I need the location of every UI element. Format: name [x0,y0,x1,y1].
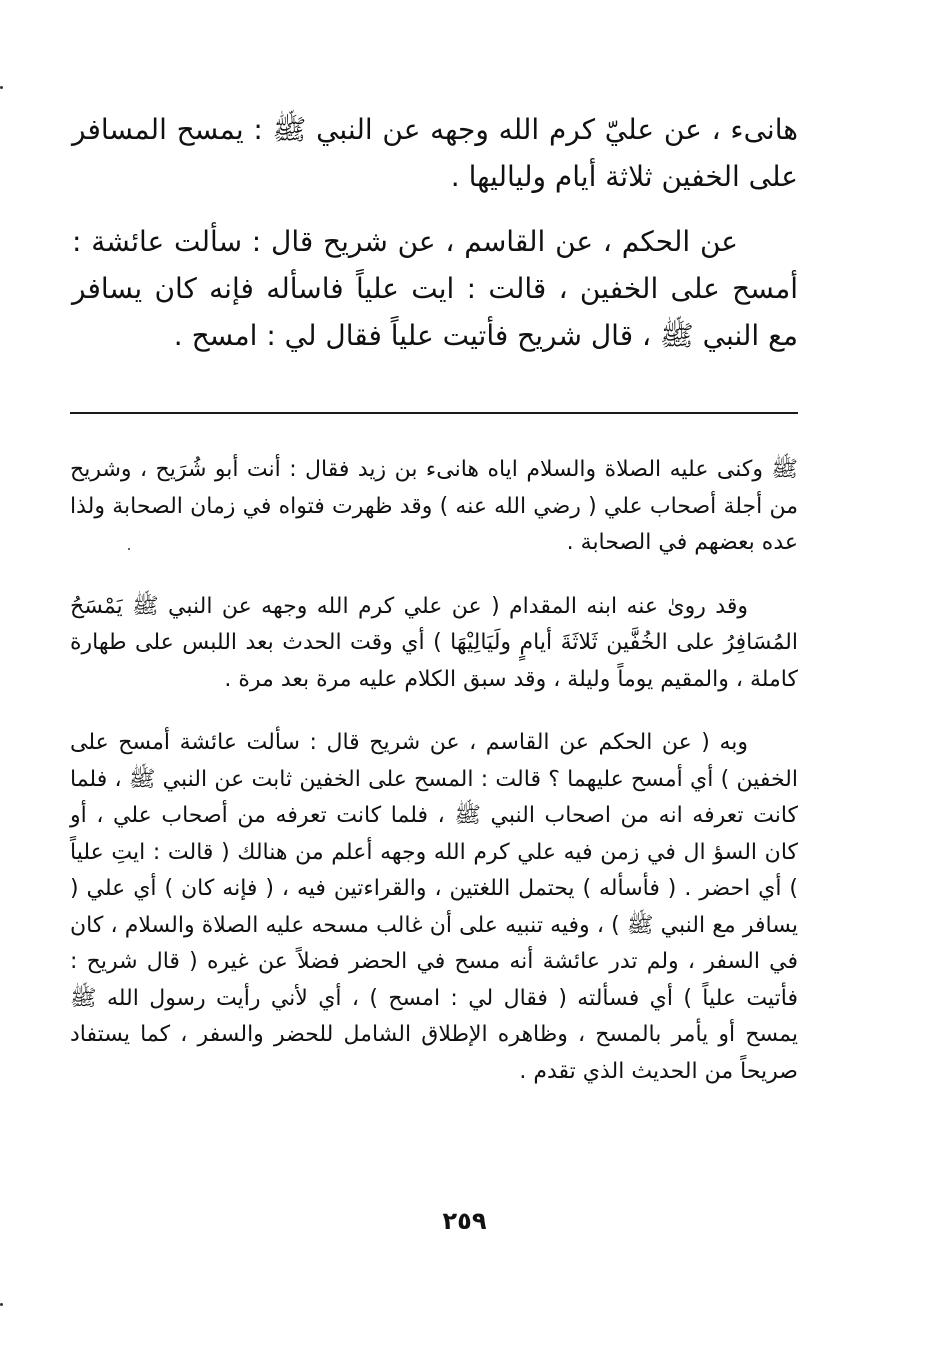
scan-speck [0,86,3,89]
main-paragraph: عن الحكم ، عن القاسم ، عن شريح قال : سألت عائشة : أمسح على الخفين ، قالت : ايت علياً فاسأله فإنه كان يسافر مع النبي ﷺ ، قال شريح فأتيت علياً فقال لي : امسح . [72,225,798,352]
commentary-paragraph: ﷺ وكنى عليه الصلاة والسلام اياه هانىء بن زيد فقال : أنت أبو شُرَيح ، وشريح من أجلة أصحاب علي ( رضي الله عنه ) وقد ظهرت فتواه في زمان الصحابة ولذا عده بعضهم في الصحابة . [70,457,798,555]
main-text [72,106,798,377]
commentary-text [70,452,798,1117]
main-paragraph: هانىء ، عن عليّ كرم الله وجهه عن النبي ﷺ : يمسح المسافر على الخفين ثلاثة أيام ولياليها . [72,113,798,193]
commentary-paragraph: وبه ( عن الحكم عن القاسم ، عن شريح قال : سألت عائشة أمسح على الخفين ) أي أمسح عليهما ؟ قالت : المسح على الخفين ثابت عن النبي ﷺ ، فلما كانت تعرفه انه من اصحاب النبي ﷺ ، فلما كانت تعرفه من أصحاب علي ، أو كان السؤ ال في زمن فيه علي كرم الله وجهه أعلم من هنالك ( قالت : ايتِ علياً ) أي احضر . ( فأسأله ) يحتمل اللغتين ، والقراءتين فيه ، ( فإنه كان ) أي علي ( يسافر مع النبي ﷺ ) ، وفيه تنبيه على أن غالب مسحه عليه الصلاة والسلام ، كان في السفر ، ولم تدر عائشة أنه مسح في الحضر فضلاً عن غيره ( قال شريح : فأتيت علياً ) أي فسألته ( فقال لي : امسح ) ، أي لأني رأيت رسول الله ﷺ يمسح أو يأمر بالمسح ، وظاهره الإطلاق الشامل للحضر والسفر ، كما يستفاد صريحاً من الحديث الذي تقدم . [70,730,798,1084]
page-number: ٢٥٩ [442,1207,487,1235]
section-divider [70,412,798,414]
commentary-paragraph: وقد روىٰ عنه ابنه المقدام ( عن علي كرم الله وجهه عن النبي ﷺ يَمْسَحُ المُسَافِرُ على الخُفَّين ثَلاثَةَ أيامٍ ولَيَالِيْهَا ) أي وقت الحدث بعد اللبس على طهارة كاملة ، والمقيم يوماً وليلة ، وقد سبق الكلام عليه مرة بعد مرة . [70,593,798,692]
scan-speck [0,1303,3,1306]
